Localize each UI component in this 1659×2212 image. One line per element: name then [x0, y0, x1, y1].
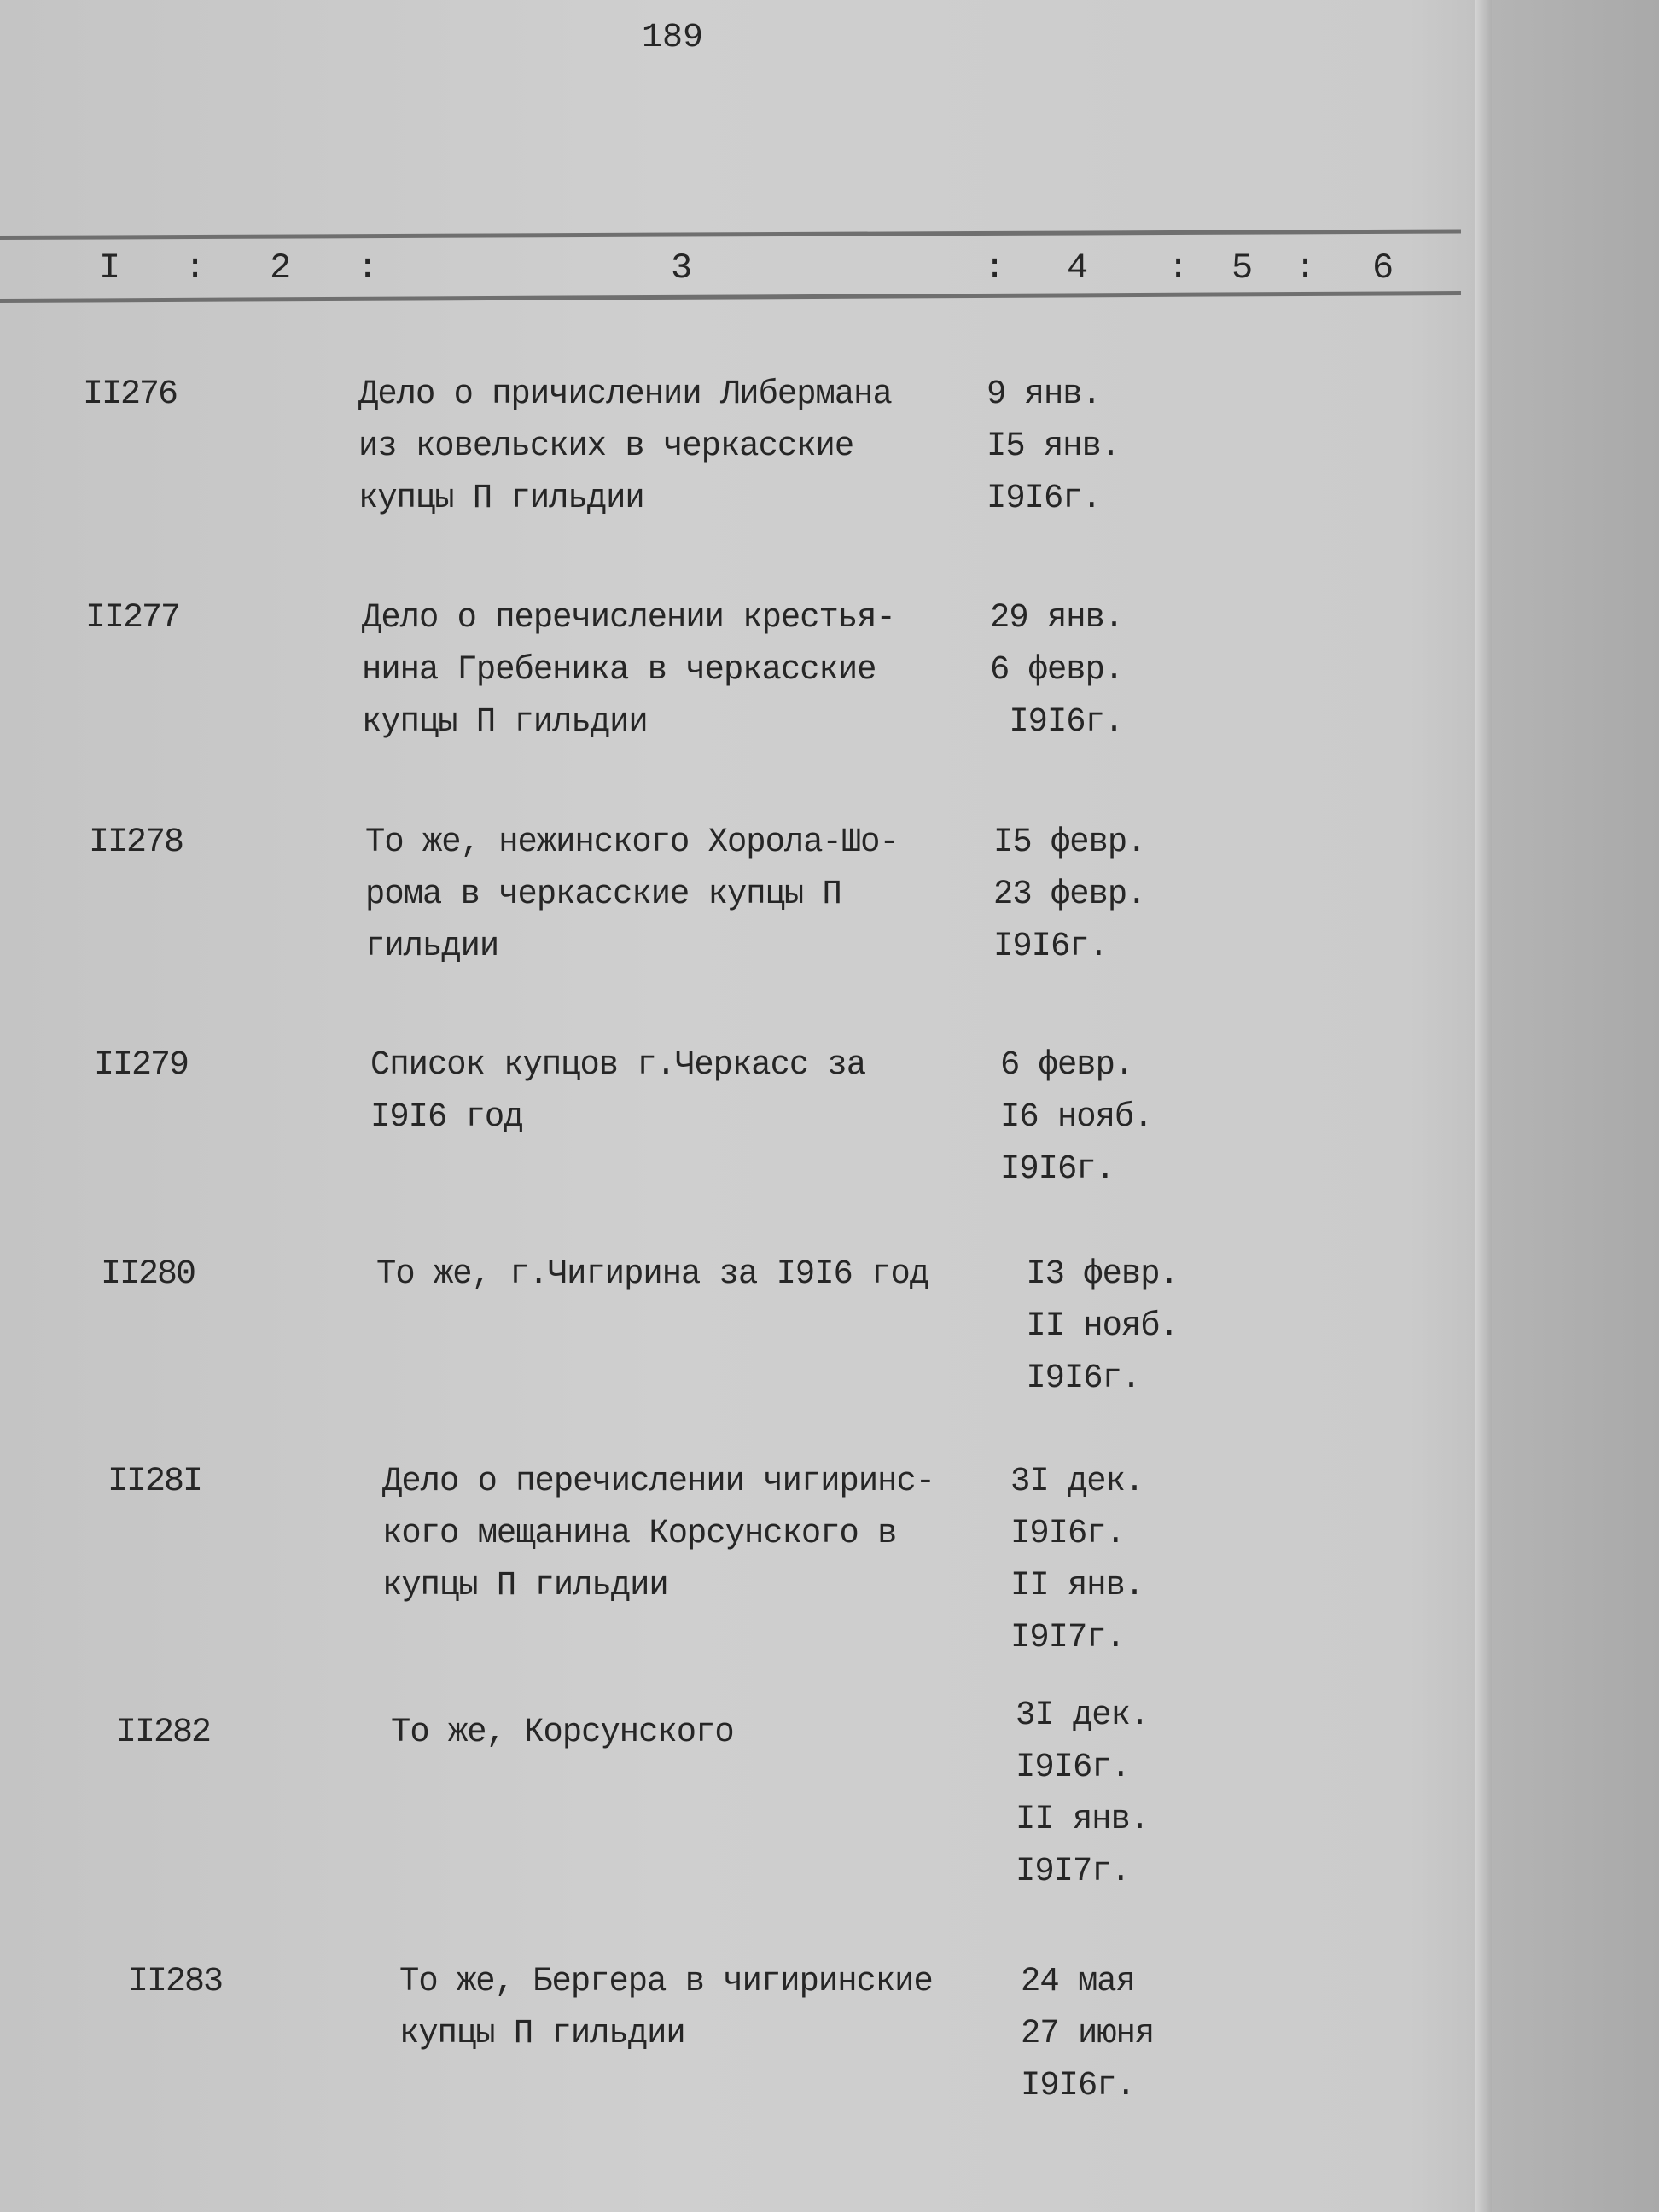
column-5-label: 5: [1231, 247, 1254, 288]
date-line: I6 нояб.: [1000, 1098, 1153, 1137]
entry-description: [391, 1707, 734, 1759]
entry-dates: [1000, 1039, 1153, 1196]
date-line: 23 февр.: [993, 876, 1146, 914]
date-line: 24 мая: [1021, 1963, 1135, 2001]
column-3-label: 3: [671, 247, 693, 288]
column-6-label: 6: [1372, 247, 1394, 288]
entry-description: [382, 1456, 934, 1612]
description-line: гильдии: [365, 928, 499, 966]
entry-dates: [990, 592, 1123, 748]
date-line: I3 февр.: [1007, 1255, 1179, 1294]
entry-description: [370, 1039, 865, 1144]
entry-number: II283: [128, 1963, 223, 2001]
description-line: рома в черкасские купцы П: [365, 876, 841, 914]
description-line: купцы П гильдии: [382, 1567, 668, 1605]
entry-dates: [1007, 1249, 1179, 1405]
column-2-label: 2: [270, 247, 292, 288]
date-line: I9I6г.: [1000, 1150, 1115, 1189]
description-line: Дело о перечислении чигиринс-: [382, 1463, 935, 1501]
description-line: купцы П гильдии: [399, 2015, 685, 2053]
description-line: купцы П гильдии: [362, 703, 648, 742]
description-line: Дело о перечислении крестья-: [362, 599, 895, 637]
date-line: I5 янв.: [987, 428, 1121, 466]
entry-number: II280: [101, 1255, 195, 1294]
header-top-rule: [0, 230, 1461, 240]
description-line: То же, нежинского Хорола-Шо-: [365, 824, 899, 862]
entry-description: [399, 1956, 933, 2060]
date-line: I9I6г.: [1016, 1749, 1130, 1787]
column-4-label: 4: [1067, 247, 1089, 288]
entry-number: II276: [83, 375, 178, 414]
entry-dates: [1010, 1456, 1144, 1664]
entry-description: [358, 369, 892, 525]
date-line: 27 июня: [1021, 2015, 1155, 2053]
page-edge: [1475, 0, 1492, 2212]
entry-number: II278: [89, 824, 183, 862]
description-line: I9I6 год: [370, 1098, 523, 1137]
entry-dates: [1016, 1690, 1149, 1898]
description-line: Дело о причислении Либермана: [358, 375, 892, 414]
column-separator: :: [984, 247, 1006, 288]
description-line: То же, Корсунского: [391, 1714, 734, 1752]
page-number: 189: [642, 19, 704, 57]
date-line: I9I7г.: [1010, 1619, 1125, 1657]
column-separator: :: [1167, 247, 1190, 288]
date-line: I9I6г.: [990, 703, 1124, 742]
entry-dates: [993, 817, 1146, 973]
date-line: I9I6г.: [1007, 1359, 1141, 1398]
date-line: II нояб.: [1007, 1307, 1179, 1346]
date-line: 3I дек.: [1010, 1463, 1144, 1501]
date-line: 3I дек.: [1016, 1697, 1150, 1735]
description-line: То же, г.Чигирина за I9I6 год: [376, 1255, 929, 1294]
entry-dates: [1021, 1956, 1154, 2112]
description-line: из ковельских в черкасские: [358, 428, 854, 466]
date-line: I5 февр.: [993, 824, 1146, 862]
entry-dates: [987, 369, 1120, 525]
description-line: Список купцов г.Черкасс за: [370, 1046, 866, 1085]
date-line: 6 февр.: [1000, 1046, 1134, 1085]
date-line: 29 янв.: [990, 599, 1124, 637]
column-separator: :: [184, 247, 207, 288]
date-line: I9I6г.: [987, 480, 1101, 518]
date-line: 9 янв.: [987, 375, 1101, 414]
date-line: 6 февр.: [990, 651, 1124, 690]
entry-description: [365, 817, 899, 973]
entry-number: II28I: [108, 1463, 202, 1501]
date-line: II янв.: [1010, 1567, 1144, 1605]
date-line: I9I6г.: [1010, 1515, 1125, 1553]
date-line: I9I6г.: [1021, 2067, 1135, 2105]
entry-number: II282: [116, 1714, 211, 1752]
date-line: I9I6г.: [993, 928, 1108, 966]
column-1-label: I: [99, 247, 121, 288]
header-bottom-rule: [0, 291, 1461, 303]
description-line: кого мещанина Корсунского в: [382, 1515, 897, 1553]
entry-description: [362, 592, 895, 748]
date-line: II янв.: [1016, 1801, 1150, 1839]
description-line: нина Гребеника в черкасские: [362, 651, 876, 690]
column-separator: :: [1295, 247, 1317, 288]
description-line: купцы П гильдии: [358, 480, 644, 518]
description-line: То же, Бергера в чигиринские: [399, 1963, 933, 2001]
column-separator: :: [357, 247, 379, 288]
date-line: I9I7г.: [1016, 1853, 1130, 1891]
entry-description: [376, 1249, 928, 1301]
entry-number: II279: [94, 1046, 189, 1085]
entry-number: II277: [85, 599, 180, 637]
